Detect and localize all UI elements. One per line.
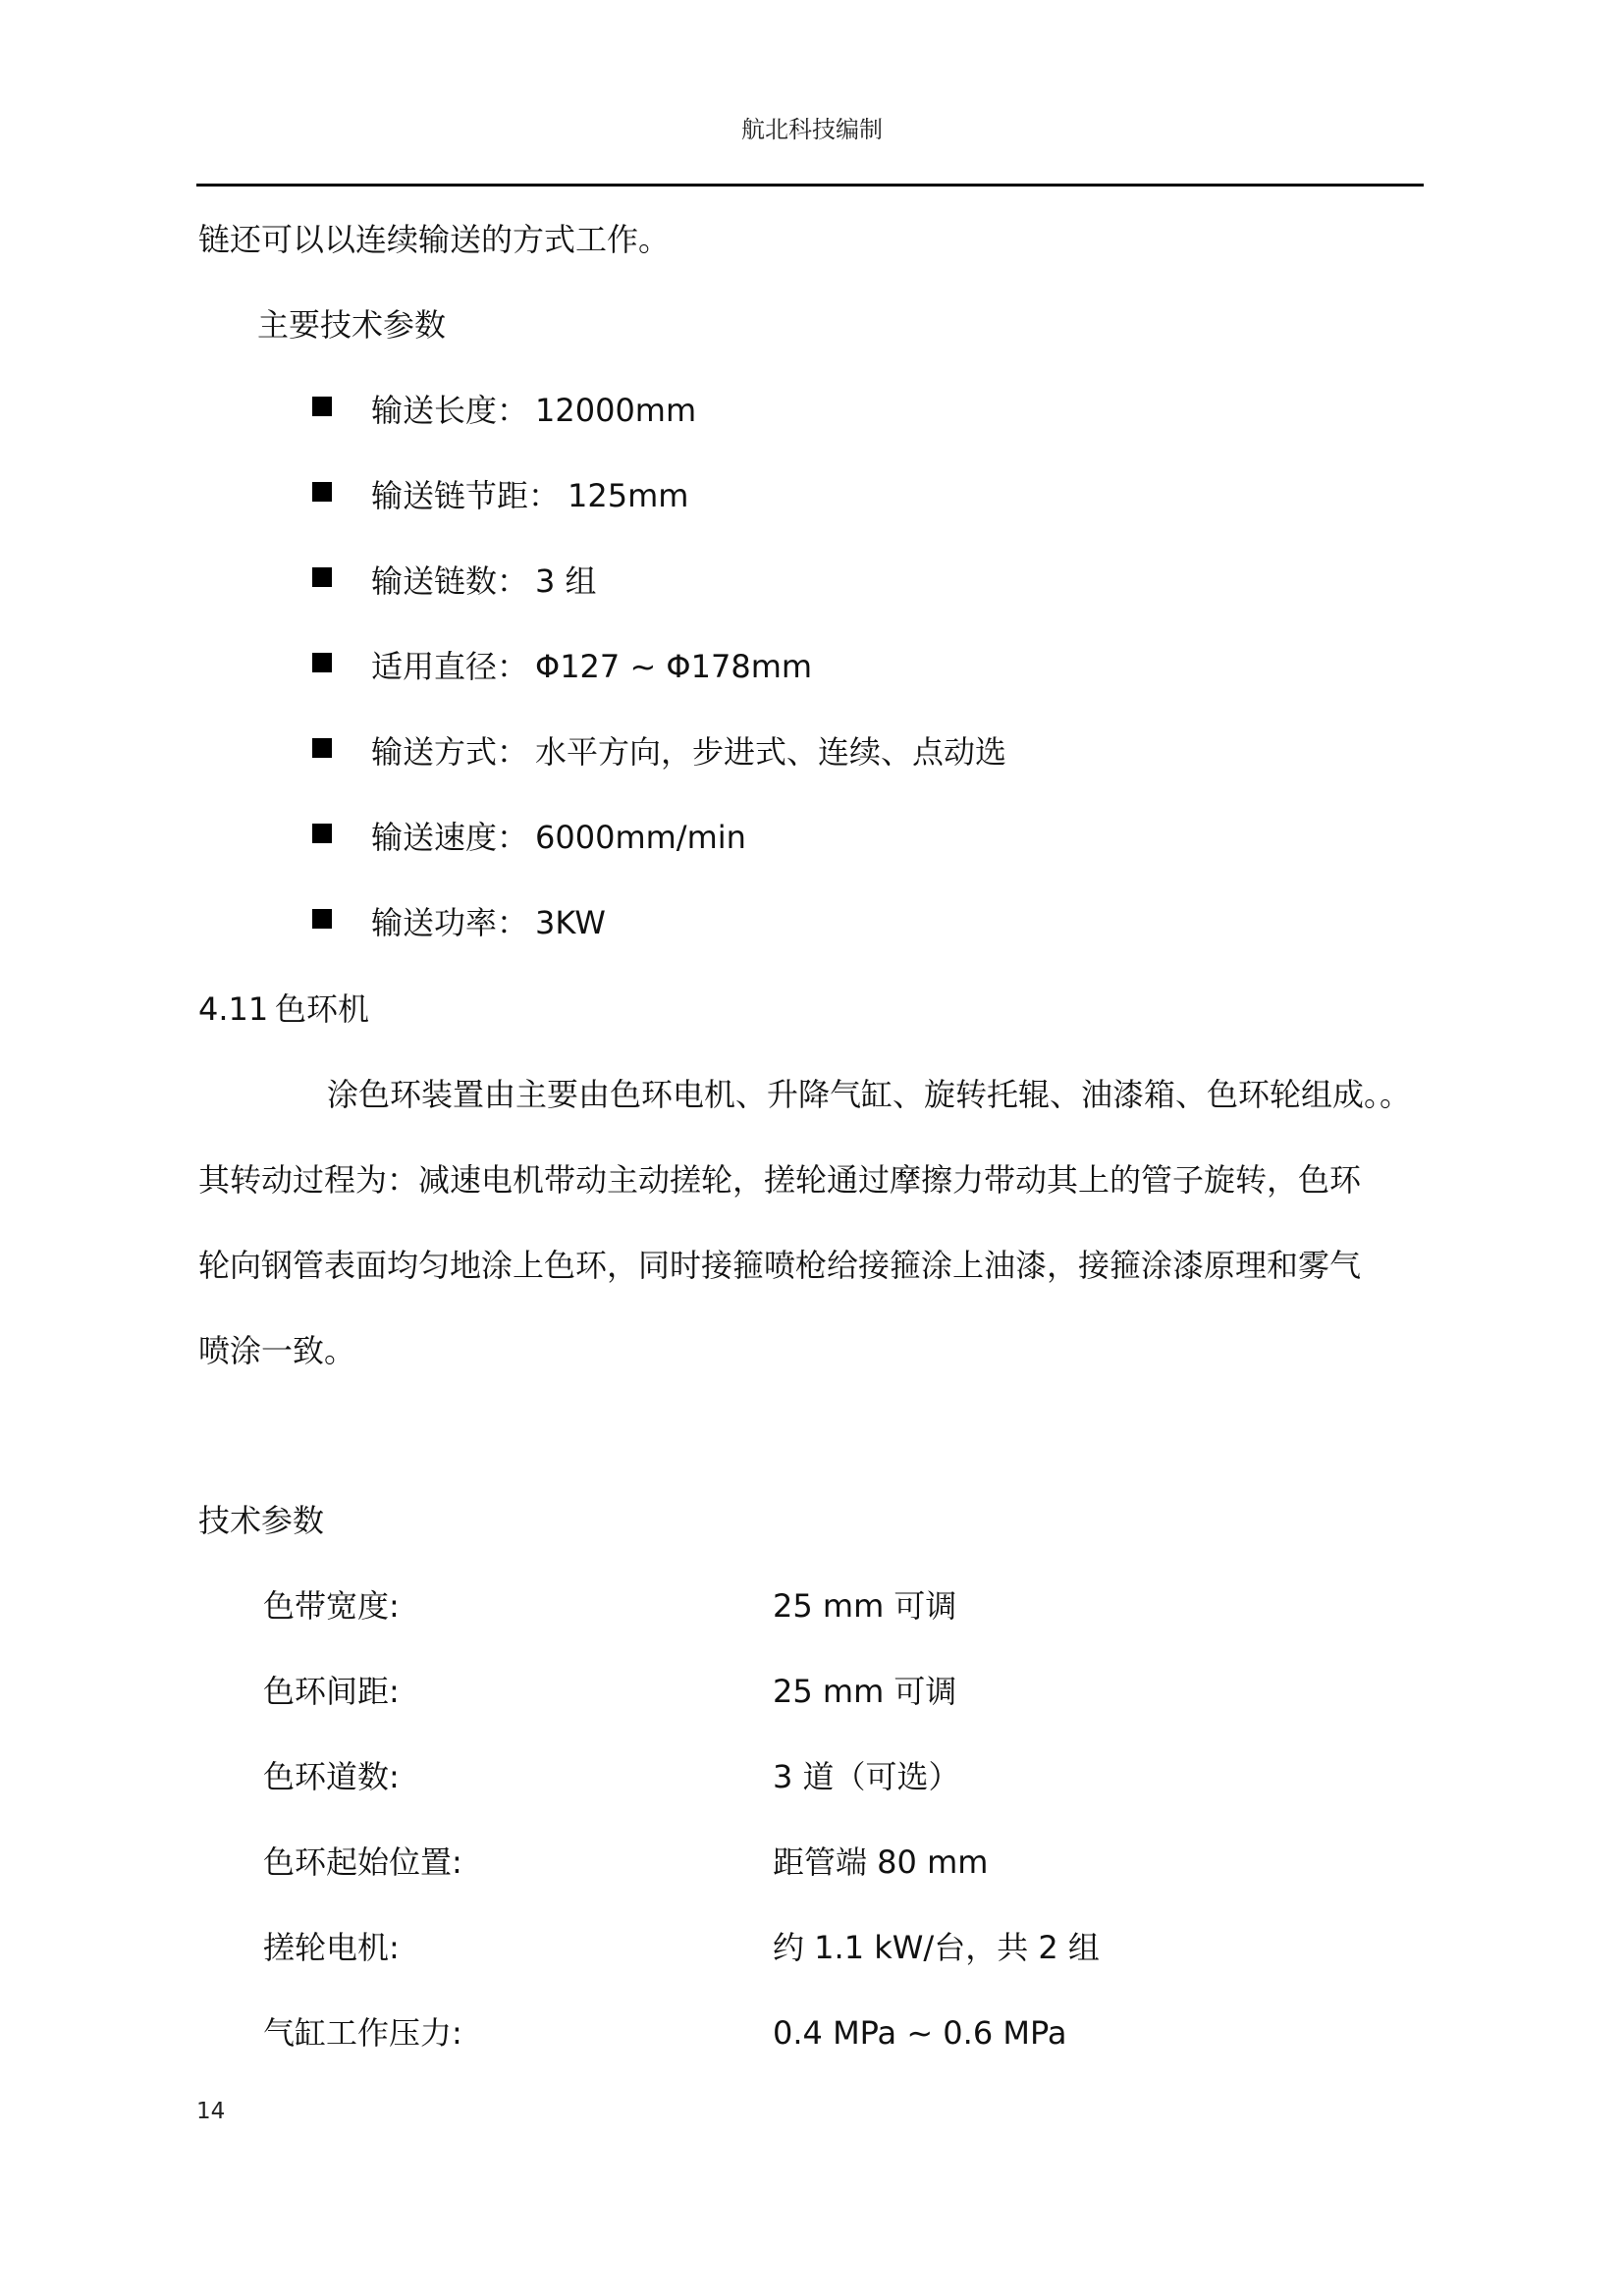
param-label: 输送链数： [371, 562, 529, 600]
square-bullet-icon [312, 653, 332, 672]
param-value: 距管端 80 mm [773, 1843, 989, 1881]
param-label: 色环起始位置: [263, 1843, 462, 1881]
param-label: 输送速度： [371, 819, 529, 856]
paragraph-line: 涂色环装置由主要由色环电机、升降气缸、旋转托辊、油漆箱、色环轮组成。。 [327, 1076, 1412, 1113]
param-label: 气缸工作压力: [263, 2014, 462, 2052]
tech-params-heading: 技术参数 [198, 1502, 325, 1539]
param-label: 适用直径： [371, 648, 529, 685]
main-params-heading: 主要技术参数 [257, 306, 447, 344]
param-value: 水平方向，步进式、连续、点动选 [535, 733, 1007, 771]
paragraph-line: 喷涂一致。 [198, 1332, 356, 1369]
header-divider [196, 184, 1424, 187]
param-value: 3 组 [535, 562, 597, 600]
param-value: 3KW [535, 904, 606, 941]
square-bullet-icon [312, 909, 332, 929]
section-number: 4.11 [198, 990, 269, 1028]
square-bullet-icon [312, 482, 332, 502]
param-value: 约 1.1 kW/台，共 2 组 [773, 1929, 1100, 1966]
square-bullet-icon [312, 567, 332, 587]
param-value: 12000mm [535, 392, 697, 429]
param-label: 输送长度： [371, 392, 529, 429]
param-value: 25 mm 可调 [773, 1673, 957, 1710]
param-label: 色带宽度: [263, 1587, 400, 1625]
square-bullet-icon [312, 738, 332, 758]
param-label: 色环间距: [263, 1673, 400, 1710]
param-label: 输送方式： [371, 733, 529, 771]
param-value: Φ127 ~ Φ178mm [535, 648, 813, 685]
section-title: 色环机 [275, 990, 370, 1028]
page-number: 14 [196, 2099, 226, 2124]
param-value: 0.4 MPa ~ 0.6 MPa [773, 2014, 1067, 2052]
param-value: 25 mm 可调 [773, 1587, 957, 1625]
paragraph-line: 其转动过程为：减速电机带动主动搓轮，搓轮通过摩擦力带动其上的管子旋转，色环 [198, 1161, 1362, 1199]
param-value: 6000mm/min [535, 819, 746, 856]
param-value: 125mm [568, 477, 689, 514]
square-bullet-icon [312, 397, 332, 416]
param-value: 3 道（可选） [773, 1758, 960, 1795]
page-header-title: 航北科技编制 [741, 116, 883, 143]
paragraph-line: 轮向钢管表面均匀地涂上色环，同时接箍喷枪给接箍涂上油漆，接箍涂漆原理和雾气 [198, 1247, 1362, 1284]
param-label: 输送功率： [371, 904, 529, 941]
param-label: 色环道数: [263, 1758, 400, 1795]
continuation-line: 链还可以以连续输送的方式工作。 [198, 221, 671, 258]
param-label: 输送链节距： [371, 477, 561, 514]
square-bullet-icon [312, 824, 332, 843]
param-label: 搓轮电机: [263, 1929, 400, 1966]
